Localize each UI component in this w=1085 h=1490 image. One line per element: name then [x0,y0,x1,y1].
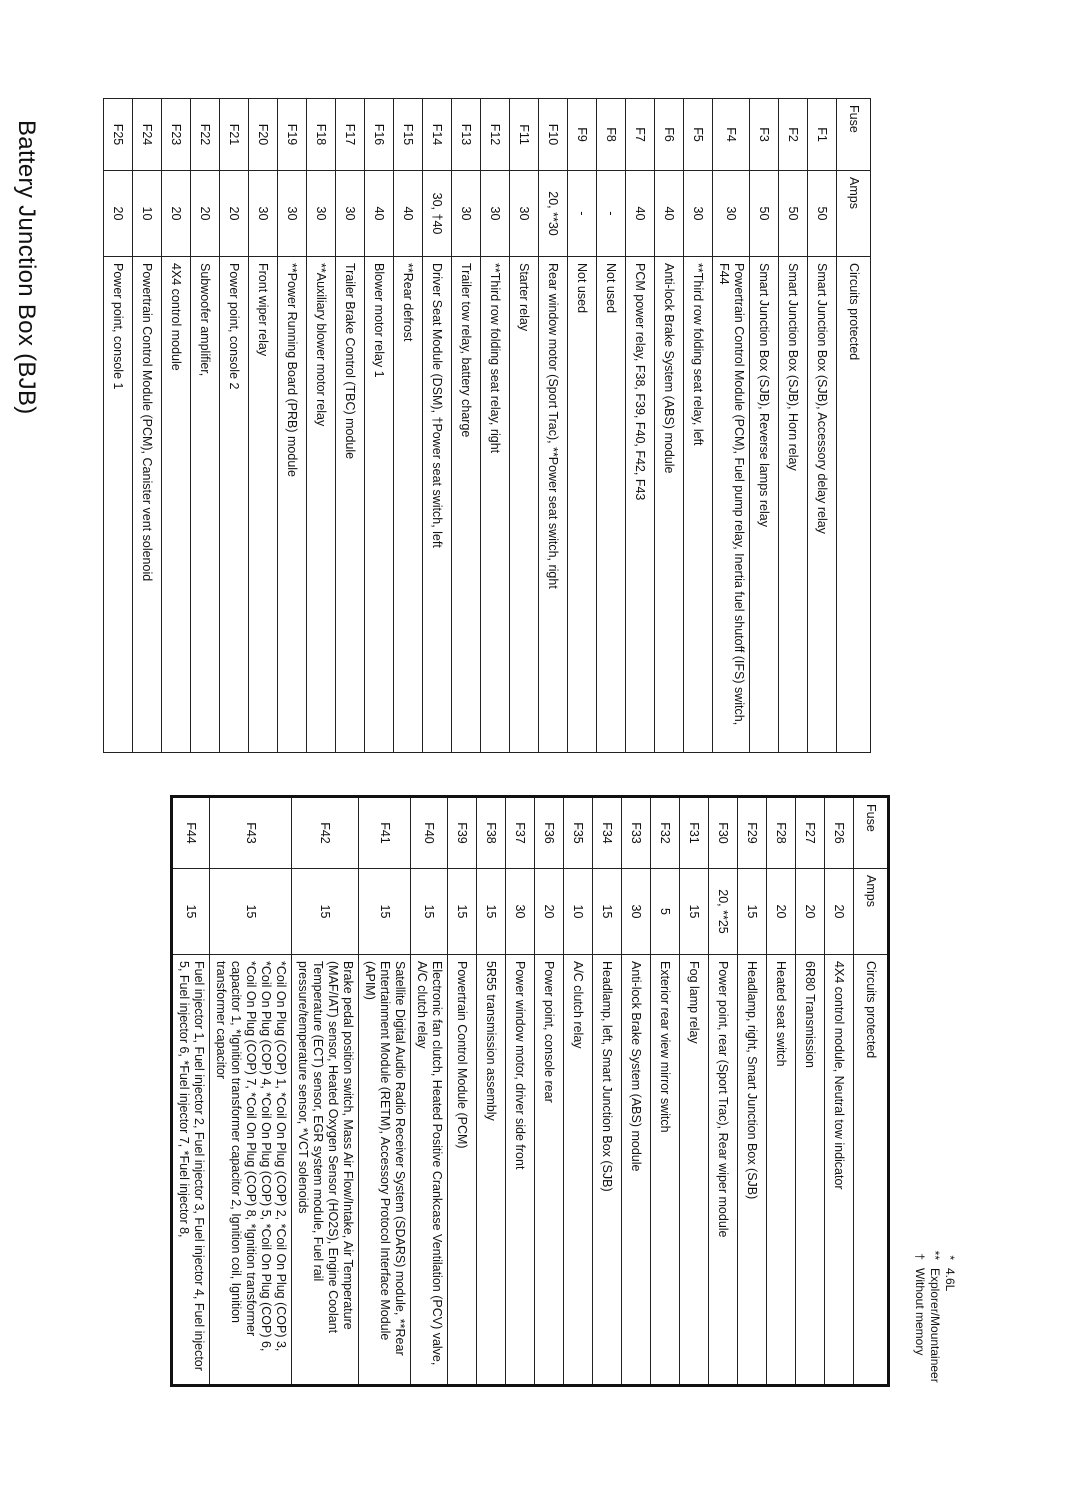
circuits-cell: Satellite Digital Audio Radio Receiver System (SDARS) module, **Rear Entertainment Module (RETM), Accessory Protocol Interface Module (APIM) [359,955,411,1386]
amps-cell: 15 [593,869,622,955]
table-row [359,797,411,1386]
header-circuits: Circuits protected [854,955,889,1386]
table-row [593,797,622,1386]
circuits-cell: **Rear defrost [394,257,423,753]
table-row [249,99,278,753]
circuits-cell: Not used [597,257,626,753]
amps-cell: 10 [564,869,593,955]
table-row [684,99,713,753]
amps-cell: 30 [336,171,365,257]
fuse-table-left [103,98,871,753]
fuse-cell: F38 [477,797,506,869]
table-row [172,797,210,1386]
circuits-cell: Smart Junction Box (SJB), Accessory delay relay [808,257,837,753]
legend [912,1248,957,1383]
circuits-cell: Trailer tow relay, battery charge [452,257,481,753]
amps-cell: 30 [684,171,713,257]
fuse-cell: F13 [452,99,481,171]
amps-cell: 15 [477,869,506,955]
amps-cell: 20 [767,869,796,955]
fuse-cell: F21 [220,99,249,171]
circuits-cell: *Coil On Plug (COP) 1, *Coil On Plug (COP) 2, *Coil On Plug (COP) 3, *Coil On Plug (COP) 4, *Coil On Plug (COP) 5, *Coil On Plug (COP) 6, *Coil On Plug (COP) 7, *Coil On Plug (COP) 8, *Ignition transformer capacitor 1, *Ignition transformer capacitor 2, Ignition coil, Ignition transformer capacitor [210,955,292,1386]
fuse-cell: F29 [738,797,767,869]
page-title: Battery Junction Box (BJB) [13,120,40,415]
fuse-cell: F1 [808,99,837,171]
circuits-cell: Power point, rear (Sport Trac), Rear wiper module [709,955,738,1386]
amps-cell: 30 [278,171,307,257]
table-row [680,797,709,1386]
table-row [104,99,133,753]
amps-cell: 30, †40 [423,171,452,257]
fuse-cell: F17 [336,99,365,171]
table-row [481,99,510,753]
header-circuits: Circuits protected [837,257,871,753]
table-row [535,797,564,1386]
table-row [448,797,477,1386]
table-row [564,797,593,1386]
amps-cell: 20 [104,171,133,257]
table-row [307,99,336,753]
circuits-cell: Fuel injector 1, Fuel injector 2, Fuel injector 3, Fuel injector 4, Fuel injector 5, Fuel injector 6, *Fuel injector 7, *Fuel injector 8, [172,955,210,1386]
amps-cell: 15 [172,869,210,955]
fuse-cell: F18 [307,99,336,171]
header-amps: Amps [854,869,889,955]
table-row [133,99,162,753]
fuse-cell: F35 [564,797,593,869]
fuse-cell: F5 [684,99,713,171]
table-row [423,99,452,753]
fuse-cell: F40 [411,797,448,869]
table-row [452,99,481,753]
fuse-cell: F22 [191,99,220,171]
table-row [394,99,423,753]
circuits-cell: Headlamp, right, Smart Junction Box (SJB) [738,955,767,1386]
table-row [779,99,808,753]
circuits-cell: Power point, console rear [535,955,564,1386]
circuits-cell: 6R80 Transmission [796,955,825,1386]
table-row [506,797,535,1386]
amps-cell: 40 [626,171,655,257]
circuits-cell: Powertrain Control Module (PCM), Fuel pump relay, Inertia fuel shutoff (IFS) switch, F44 [713,257,750,753]
amps-cell: 15 [210,869,292,955]
table-row [651,797,680,1386]
amps-cell: 20 [825,869,854,955]
amps-cell: 30 [622,869,651,955]
amps-cell: 30 [510,171,539,257]
circuits-cell: Power point, console 2 [220,257,249,753]
fuse-cell: F28 [767,797,796,869]
fuse-cell: F37 [506,797,535,869]
amps-cell: 15 [448,869,477,955]
table-row [655,99,684,753]
legend-text: 4.6L [943,1268,957,1292]
fuse-cell: F11 [510,99,539,171]
amps-cell: 30 [307,171,336,257]
circuits-cell: **Auxiliary blower motor relay [307,257,336,753]
circuits-cell: Anti-lock Brake System (ABS) module [655,257,684,753]
fuse-cell: F2 [779,99,808,171]
circuits-cell: 5R55 transmission assembly [477,955,506,1386]
circuits-cell: Powertrain Control Module (PCM), Canister vent solenoid [133,257,162,753]
circuits-cell: Not used [568,257,597,753]
amps-cell: 15 [411,869,448,955]
fuse-cell: F3 [750,99,779,171]
fuse-cell: F15 [394,99,423,171]
fuse-cell: F14 [423,99,452,171]
circuits-cell: Trailer Brake Control (TBC) module [336,257,365,753]
fuse-cell: F32 [651,797,680,869]
fuse-cell: F25 [104,99,133,171]
fuse-cell: F24 [133,99,162,171]
fuse-cell: F41 [359,797,411,869]
table-row [220,99,249,753]
amps-cell: 30 [713,171,750,257]
fuse-cell: F42 [292,797,359,869]
header-amps: Amps [837,171,871,257]
amps-cell: 20 [535,869,564,955]
circuits-cell: Powertrain Control Module (PCM) [448,955,477,1386]
circuits-cell: Headlamp, left, Smart Junction Box (SJB) [593,955,622,1386]
circuits-cell: Smart Junction Box (SJB), Reverse lamps relay [750,257,779,753]
amps-cell: 15 [738,869,767,955]
amps-cell: 30 [506,869,535,955]
table-row [626,99,655,753]
circuits-cell: **Power Running Board (PRB) module [278,257,307,753]
amps-cell: 20 [191,171,220,257]
table-row [162,99,191,753]
table-row [622,797,651,1386]
circuits-cell: Fog lamp relay [680,955,709,1386]
fuse-cell: F31 [680,797,709,869]
table-row [210,797,292,1386]
header-fuse: Fuse [837,99,871,171]
table-row [539,99,568,753]
amps-cell: 20 [220,171,249,257]
circuits-cell: Anti-lock Brake System (ABS) module [622,955,651,1386]
fuse-cell: F4 [713,99,750,171]
legend-text: Explorer/Mountaineer [928,1268,942,1383]
amps-cell: 50 [750,171,779,257]
table-row [278,99,307,753]
fuse-cell: F9 [568,99,597,171]
table-row [738,797,767,1386]
amps-cell: 30 [452,171,481,257]
fuse-cell: F44 [172,797,210,869]
table-row [767,797,796,1386]
amps-cell: - [597,171,626,257]
table-row [796,797,825,1386]
circuits-cell: Subwoofer amplifier, [191,257,220,753]
legend-symbol: * [943,1255,957,1260]
circuits-cell: Driver Seat Module (DSM), †Power seat switch, left [423,257,452,753]
amps-cell: 40 [655,171,684,257]
table-row [825,797,854,1386]
fuse-cell: F8 [597,99,626,171]
table-row [191,99,220,753]
fuse-cell: F12 [481,99,510,171]
circuits-cell: Exterior rear view mirror switch [651,955,680,1386]
amps-cell: 40 [365,171,394,257]
circuits-cell: Smart Junction Box (SJB), Horn relay [779,257,808,753]
fuse-cell: F39 [448,797,477,869]
table-row [709,797,738,1386]
amps-cell: 20 [162,171,191,257]
header-fuse: Fuse [854,797,889,869]
fuse-cell: F27 [796,797,825,869]
fuse-cell: F20 [249,99,278,171]
circuits-cell: **Third row folding seat relay, left [684,257,713,753]
legend-symbol: † [913,1253,927,1260]
fuse-cell: F43 [210,797,292,869]
amps-cell: 20, **30 [539,171,568,257]
table-row [750,99,779,753]
legend-symbol: ** [928,1250,942,1260]
amps-cell: 5 [651,869,680,955]
table-row [336,99,365,753]
circuits-cell: Brake pedal position switch, Mass Air Flow/Intake, Air Temperature (MAF/IAT) sensor, Heated Oxygen Sensor (HO2S), Engine Coolant Temperature (ECT) sensor, EGR system module, Fuel rail pressure/temperature sensor, *VCT solenoids [292,955,359,1386]
table-row [292,797,359,1386]
circuits-cell: 4X4 control module [162,257,191,753]
circuits-cell: Electronic fan clutch, Heated Positive Crankcase Ventilation (PCV) valve, A/C clutch relay [411,955,448,1386]
circuits-cell: Power window motor, driver side front [506,955,535,1386]
circuits-cell: A/C clutch relay [564,955,593,1386]
legend-text: Without memory [913,1268,927,1356]
fuse-cell: F6 [655,99,684,171]
fuse-cell: F33 [622,797,651,869]
fuse-cell: F16 [365,99,394,171]
circuits-cell: Front wiper relay [249,257,278,753]
fuse-table-right [170,795,890,1387]
table-row [477,797,506,1386]
table-row [365,99,394,753]
table-row [510,99,539,753]
legend-item [912,1248,927,1383]
amps-cell: 20, **25 [709,869,738,955]
fuse-cell: F23 [162,99,191,171]
circuits-cell: PCM power relay, F38, F39, F40, F42, F43 [626,257,655,753]
fuse-cell: F19 [278,99,307,171]
amps-cell: 30 [481,171,510,257]
fuse-cell: F36 [535,797,564,869]
circuits-cell: Starter relay [510,257,539,753]
legend-item [927,1248,942,1383]
fuse-cell: F10 [539,99,568,171]
amps-cell: 50 [779,171,808,257]
table-row [568,99,597,753]
table-header-row [854,797,889,1386]
amps-cell: 15 [359,869,411,955]
table-row [411,797,448,1386]
table-row [808,99,837,753]
amps-cell: 30 [249,171,278,257]
amps-cell: 10 [133,171,162,257]
amps-cell: 20 [796,869,825,955]
table-row [597,99,626,753]
circuits-cell: Blower motor relay 1 [365,257,394,753]
fuse-cell: F34 [593,797,622,869]
amps-cell: 50 [808,171,837,257]
table-row [713,99,750,753]
fuse-cell: F30 [709,797,738,869]
circuits-cell: **Third row folding seat relay, right [481,257,510,753]
table-header-row [837,99,871,753]
legend-item [942,1248,957,1383]
amps-cell: 15 [292,869,359,955]
amps-cell: 15 [680,869,709,955]
circuits-cell: 4X4 control module, Neutral tow indicator [825,955,854,1386]
fuse-cell: F26 [825,797,854,869]
circuits-cell: Rear window motor (Sport Trac), **Power seat switch, right [539,257,568,753]
circuits-cell: Heated seat switch [767,955,796,1386]
amps-cell: 40 [394,171,423,257]
fuse-cell: F7 [626,99,655,171]
circuits-cell: Power point, console 1 [104,257,133,753]
amps-cell: - [568,171,597,257]
